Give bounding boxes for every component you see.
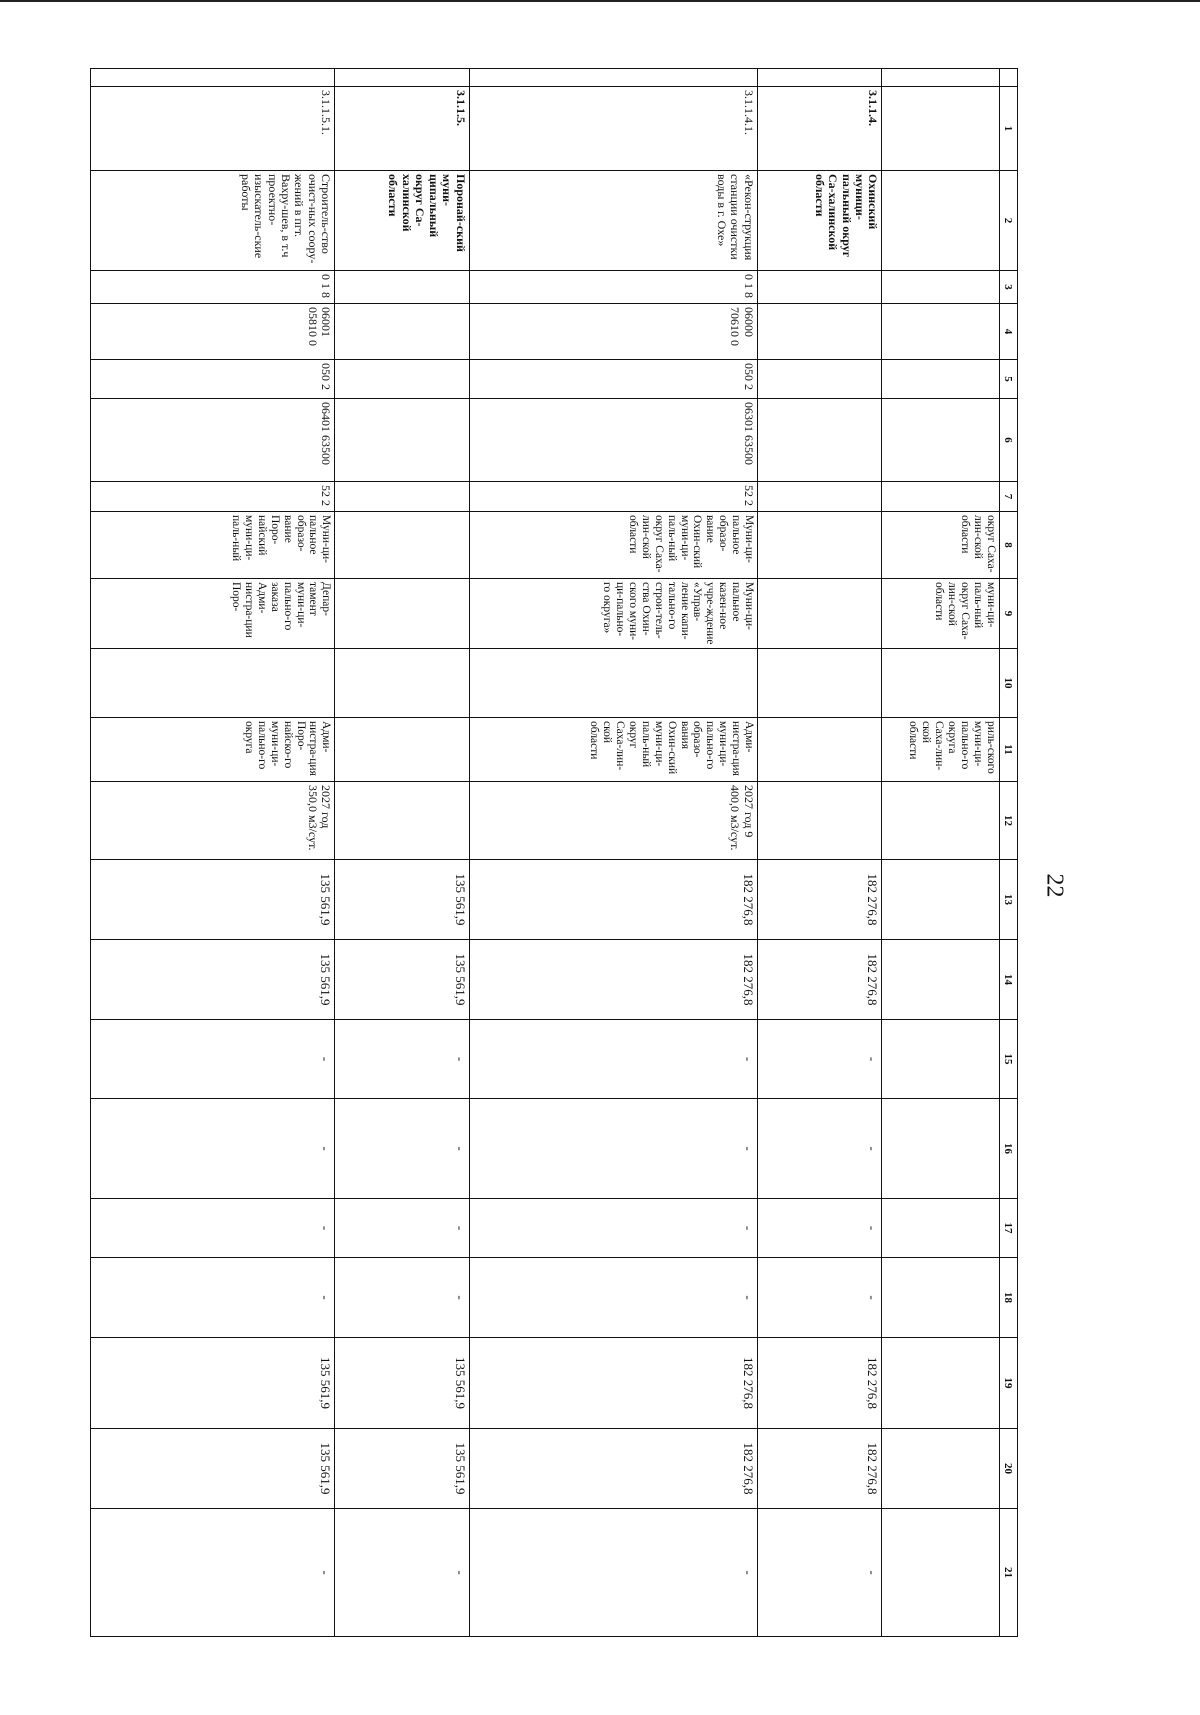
cell-col17: -	[335, 1199, 469, 1258]
cell-col1: 3.1.1.4.	[757, 87, 882, 171]
cell-col4	[757, 304, 882, 360]
cell-col20: 135 561,9	[335, 1429, 469, 1509]
cell-col11	[757, 718, 882, 782]
cell-col7: 52 2	[469, 482, 757, 512]
cell-col3	[882, 271, 999, 304]
table-row	[757, 69, 882, 1637]
column-header: 13	[999, 860, 1017, 940]
cell-col21	[882, 1509, 999, 1637]
cell-col18: -	[469, 1258, 757, 1338]
cell-col8	[335, 512, 469, 579]
cell-col10	[91, 649, 335, 718]
cell-col20: 182 276,8	[469, 1429, 757, 1509]
row-spacer	[335, 69, 469, 87]
cell-col14: 182 276,8	[469, 940, 757, 1020]
table-row	[469, 69, 757, 1637]
cell-col5: 050 2	[469, 360, 757, 399]
cell-col9: Муни-ци-пальное казен-ное учре-ждение «Управ-ление капи-тально-го строи-тель-ства Охин-ского муни-ци-пально-го округа»	[469, 579, 757, 649]
cell-col12	[335, 782, 469, 860]
cell-col10	[335, 649, 469, 718]
cell-col4: 06000 70610 0	[469, 304, 757, 360]
cell-col19: 135 561,9	[335, 1338, 469, 1429]
cell-col1: 3.1.1.4.1.	[469, 87, 757, 171]
cell-col11	[335, 718, 469, 782]
cell-col5	[335, 360, 469, 399]
cell-col13	[882, 860, 999, 940]
cell-col1: 3.1.1.5.1.	[91, 87, 335, 171]
cell-col17: -	[757, 1199, 882, 1258]
page-number: 22	[1041, 873, 1068, 898]
column-header: 18	[999, 1258, 1017, 1338]
column-header: 5	[999, 360, 1017, 399]
cell-col12	[882, 782, 999, 860]
cell-col5	[882, 360, 999, 399]
cell-col20	[882, 1429, 999, 1509]
cell-col9: муни-ци-паль-ный округ Саха-лин-ской области	[882, 579, 999, 649]
cell-col8: Муни-ци-пальное образо-вание Поро-найский муни-ци-паль-ный	[91, 512, 335, 579]
header-corner	[999, 69, 1017, 87]
cell-col6	[882, 399, 999, 482]
cell-col21: -	[757, 1509, 882, 1637]
cell-col4	[882, 304, 999, 360]
cell-col7	[335, 482, 469, 512]
cell-col18	[882, 1258, 999, 1338]
column-header: 6	[999, 399, 1017, 482]
cell-col19: 182 276,8	[757, 1338, 882, 1429]
cell-col5: 050 2	[91, 360, 335, 399]
cell-col14: 182 276,8	[757, 940, 882, 1020]
cell-col16	[882, 1099, 999, 1199]
cell-col17	[882, 1199, 999, 1258]
cell-col3: 0 1 8	[91, 271, 335, 304]
scan-top-border	[0, 0, 1200, 2]
cell-col2: Строитель-ство очист-ных соору-жений в пгт. Вахру-шев, в т.ч проектно-изыскатель-ские работы	[91, 171, 335, 271]
cell-col2: «Рекон-струкция станции очистки воды в г. Охе»	[469, 171, 757, 271]
cell-col8	[757, 512, 882, 579]
cell-col21: -	[469, 1509, 757, 1637]
row-spacer	[757, 69, 882, 87]
cell-col14	[882, 940, 999, 1020]
cell-col13: 182 276,8	[757, 860, 882, 940]
column-header: 2	[999, 171, 1017, 271]
column-header-row	[999, 69, 1017, 1637]
cell-col13: 135 561,9	[335, 860, 469, 940]
column-header: 1	[999, 87, 1017, 171]
cell-col3	[757, 271, 882, 304]
cell-col3: 0 1 8	[469, 271, 757, 304]
cell-col15: -	[91, 1020, 335, 1099]
cell-col4: 06001 05810 0	[91, 304, 335, 360]
cell-col16: -	[757, 1099, 882, 1199]
cell-col6	[335, 399, 469, 482]
cell-col13: 135 561,9	[91, 860, 335, 940]
column-header: 16	[999, 1099, 1017, 1199]
cell-col20: 135 561,9	[91, 1429, 335, 1509]
column-header: 8	[999, 512, 1017, 579]
column-header: 10	[999, 649, 1017, 718]
cell-col19: 135 561,9	[91, 1338, 335, 1429]
cell-col9	[335, 579, 469, 649]
cell-col16: -	[91, 1099, 335, 1199]
cell-col9: Депар-тамент муни-ци-пально-го заказа Адми-нистра-ции Поро-	[91, 579, 335, 649]
cell-col2	[882, 171, 999, 271]
cell-col19: 182 276,8	[469, 1338, 757, 1429]
column-header: 4	[999, 304, 1017, 360]
table-row	[882, 69, 999, 1637]
table-row	[335, 69, 469, 1637]
cell-col10	[882, 649, 999, 718]
cell-col16: -	[469, 1099, 757, 1199]
cell-col10	[757, 649, 882, 718]
cell-col18: -	[335, 1258, 469, 1338]
column-header: 3	[999, 271, 1017, 304]
cell-col7	[757, 482, 882, 512]
cell-col12: 2027 год 9 400,0 м3/сут.	[469, 782, 757, 860]
cell-col16: -	[335, 1099, 469, 1199]
column-header: 9	[999, 579, 1017, 649]
cell-col6: 06401 63500	[91, 399, 335, 482]
cell-col9	[757, 579, 882, 649]
cell-col18: -	[757, 1258, 882, 1338]
cell-col5	[757, 360, 882, 399]
row-spacer	[882, 69, 999, 87]
cell-col11: Адми-нистра-ция муни-ци-пально-го образо-вания Охин-ский муни-ци-паль-ный округ Саха-лин-ской области	[469, 718, 757, 782]
column-header: 12	[999, 782, 1017, 860]
cell-col19	[882, 1338, 999, 1429]
cell-col17: -	[469, 1199, 757, 1258]
cell-col20: 182 276,8	[757, 1429, 882, 1509]
cell-col21: -	[335, 1509, 469, 1637]
cell-col4	[335, 304, 469, 360]
cell-col13: 182 276,8	[469, 860, 757, 940]
column-header: 17	[999, 1199, 1017, 1258]
cell-col21: -	[91, 1509, 335, 1637]
cell-col6: 06301 63500	[469, 399, 757, 482]
cell-col1: 3.1.1.5.	[335, 87, 469, 171]
row-spacer	[91, 69, 335, 87]
cell-col14: 135 561,9	[91, 940, 335, 1020]
column-header: 14	[999, 940, 1017, 1020]
budget-table	[90, 68, 1018, 1637]
cell-col11: риль-ского муни-ци-пально-го округа Саха-лин-ской области	[882, 718, 999, 782]
cell-col15	[882, 1020, 999, 1099]
column-header: 20	[999, 1429, 1017, 1509]
cell-col6	[757, 399, 882, 482]
cell-col12: 2027 год 350,0 м3/сут.	[91, 782, 335, 860]
cell-col2: Охинский муници-пальный округ Са-халинской области	[757, 171, 882, 271]
cell-col3	[335, 271, 469, 304]
cell-col14: 135 561,9	[335, 940, 469, 1020]
cell-col2: Поронай-ский муни-ципальный округ Са-халинской области	[335, 171, 469, 271]
cell-col8: Муни-ци-пальное образо-вание Охин-ский муни-ци-паль-ный округ Саха-лин-ской области	[469, 512, 757, 579]
table-row	[91, 69, 335, 1637]
cell-col15: -	[469, 1020, 757, 1099]
column-header: 7	[999, 482, 1017, 512]
cell-col15: -	[335, 1020, 469, 1099]
cell-col18: -	[91, 1258, 335, 1338]
cell-col15: -	[757, 1020, 882, 1099]
cell-col8: округ Саха-лин-ской области	[882, 512, 999, 579]
column-header: 11	[999, 718, 1017, 782]
cell-col1	[882, 87, 999, 171]
cell-col11: Адми-нистра-ция Поро-найско-го муни-ци-пально-го округа	[91, 718, 335, 782]
column-header: 15	[999, 1020, 1017, 1099]
cell-col7: 52 2	[91, 482, 335, 512]
row-spacer	[469, 69, 757, 87]
rotated-page-content	[90, 68, 1018, 1636]
column-header: 21	[999, 1509, 1017, 1637]
column-header: 19	[999, 1338, 1017, 1429]
cell-col10	[469, 649, 757, 718]
cell-col12	[757, 782, 882, 860]
cell-col17: -	[91, 1199, 335, 1258]
cell-col7	[882, 482, 999, 512]
